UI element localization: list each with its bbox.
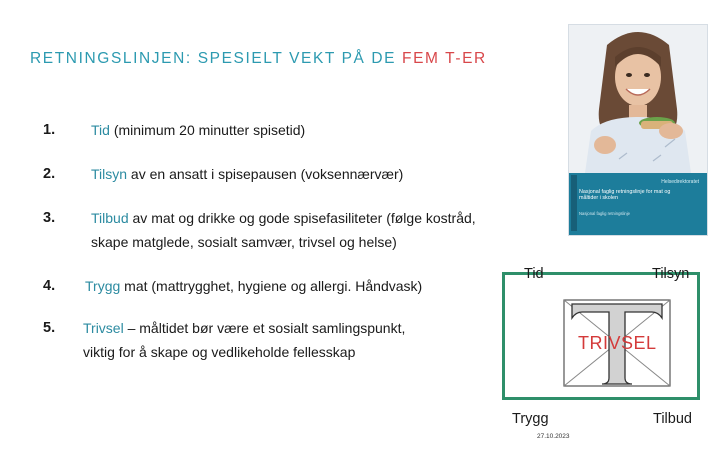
cover-title-band xyxy=(569,173,707,235)
list-item-rest: mat (mattrygghet, hygiene og allergi. Håndvask) xyxy=(120,278,423,294)
list-item-text xyxy=(91,208,476,228)
list-item-rest: av en ansatt i spisepausen (voksennærvær) xyxy=(127,166,404,182)
keyword-tilbud: Tilbud xyxy=(91,210,129,226)
girl-eating-photo xyxy=(569,25,707,173)
slide-title xyxy=(30,50,487,68)
list-item-text xyxy=(85,276,422,296)
keyword-trygg: Trygg xyxy=(85,278,121,294)
list-item-number: 4. xyxy=(43,278,56,294)
cover-title: Nasjonal faglig retningslinje for mat og måltider i skolen xyxy=(579,189,671,202)
list-item-number: 5. xyxy=(43,320,56,336)
diagram-label-tid: Tid xyxy=(524,266,544,282)
keyword-tid: Tid xyxy=(91,122,110,138)
slide-date: 27.10.2023 xyxy=(537,433,570,440)
keyword-tilsyn: Tilsyn xyxy=(91,166,128,182)
cover-logo: Helsedirektoratet xyxy=(661,179,699,185)
list-item-rest: – måltidet bør være et sosialt samlingspunkt, xyxy=(123,320,406,336)
cover-subtitle: Nasjonal faglig retningslinje xyxy=(579,211,630,216)
slide-title-highlight: FEM T-ER xyxy=(402,50,487,67)
list-item-number: 2. xyxy=(43,166,56,182)
keyword-trivsel: Trivsel xyxy=(83,320,124,336)
diagram-label-tilbud: Tilbud xyxy=(653,411,692,427)
list-item-rest: (minimum 20 minutter spisetid) xyxy=(109,122,306,138)
list-item-number: 1. xyxy=(43,122,56,138)
slide-title-main: RETNINGSLINJEN: SPESIELT VEKT PÅ DE xyxy=(30,50,402,67)
list-item-number: 3. xyxy=(43,210,56,226)
list-item-rest: av mat og drikke og gode spisefasiliteter (følge kostråd, xyxy=(128,210,476,226)
cover-spine xyxy=(571,175,577,231)
list-item-text xyxy=(91,120,305,140)
list-item-text-line2: skape matglede, sosialt samvær, trivsel og helse) xyxy=(91,234,397,250)
guideline-cover-image xyxy=(568,24,708,236)
diagram-label-trivsel: TRIVSEL xyxy=(578,333,657,353)
list-item-text-line2: viktig for å skape og vedlikeholde fellesskap xyxy=(83,344,356,360)
list-item-text xyxy=(91,164,403,184)
diagram-label-tilsyn: Tilsyn xyxy=(652,266,690,282)
diagram-label-trygg: Trygg xyxy=(512,411,549,427)
list-item-text xyxy=(83,318,405,338)
